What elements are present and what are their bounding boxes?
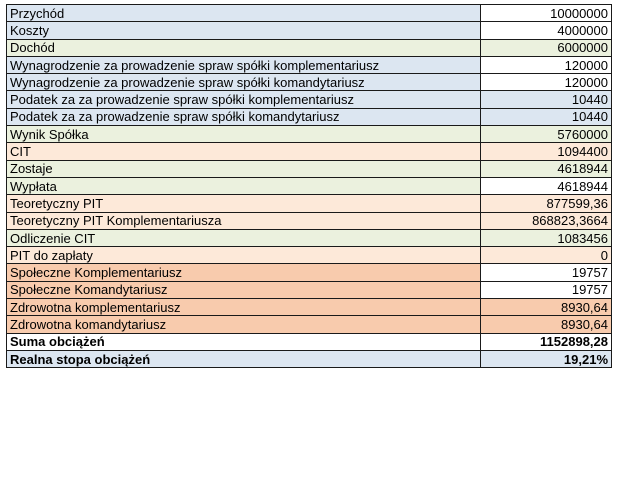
- row-value-cell[interactable]: 8930,64: [481, 316, 612, 333]
- row-label-cell[interactable]: Suma obciążeń: [7, 333, 481, 350]
- row-label-cell[interactable]: Zdrowotna komplementariusz: [7, 299, 481, 316]
- table-row: [7, 350, 612, 367]
- row-label-cell[interactable]: Dochód: [7, 39, 481, 56]
- row-label-cell[interactable]: Zdrowotna komandytariusz: [7, 316, 481, 333]
- table-row: [7, 229, 612, 246]
- row-value-cell[interactable]: 10440: [481, 91, 612, 108]
- table-row: [7, 177, 612, 194]
- row-label-cell[interactable]: PIT do zapłaty: [7, 247, 481, 264]
- row-label-cell[interactable]: Wynagrodzenie za prowadzenie spraw spółki komplementariusz: [7, 56, 481, 73]
- row-value-cell[interactable]: 1083456: [481, 229, 612, 246]
- table-row: [7, 195, 612, 212]
- row-label-cell[interactable]: CIT: [7, 143, 481, 160]
- row-value-cell[interactable]: 6000000: [481, 39, 612, 56]
- row-label-cell[interactable]: Podatek za za prowadzenie spraw spółki komandytariusz: [7, 108, 481, 125]
- row-label-cell[interactable]: Teoretyczny PIT Komplementariusza: [7, 212, 481, 229]
- table-row: [7, 91, 612, 108]
- row-value-cell[interactable]: 4618944: [481, 177, 612, 194]
- row-value-cell[interactable]: 19757: [481, 281, 612, 298]
- table-row: [7, 316, 612, 333]
- table-row: [7, 160, 612, 177]
- row-value-cell[interactable]: 10440: [481, 108, 612, 125]
- table-row: [7, 247, 612, 264]
- table-row: [7, 22, 612, 39]
- row-label-cell[interactable]: Wynagrodzenie za prowadzenie spraw spółki komandytariusz: [7, 74, 481, 91]
- table-row: [7, 5, 612, 22]
- row-label-cell[interactable]: Koszty: [7, 22, 481, 39]
- row-label-cell[interactable]: Odliczenie CIT: [7, 229, 481, 246]
- table-row: [7, 333, 612, 350]
- row-value-cell[interactable]: 19,21%: [481, 350, 612, 367]
- table-row: [7, 264, 612, 281]
- row-label-cell[interactable]: Społeczne Komplementariusz: [7, 264, 481, 281]
- row-value-cell[interactable]: 8930,64: [481, 299, 612, 316]
- tax-calculation-table: [6, 4, 612, 368]
- row-value-cell[interactable]: 1094400: [481, 143, 612, 160]
- table-row: [7, 299, 612, 316]
- row-label-cell[interactable]: Społeczne Komandytariusz: [7, 281, 481, 298]
- row-value-cell[interactable]: 19757: [481, 264, 612, 281]
- table-row: [7, 108, 612, 125]
- row-label-cell[interactable]: Podatek za za prowadzenie spraw spółki komplementariusz: [7, 91, 481, 108]
- table-row: [7, 56, 612, 73]
- row-value-cell[interactable]: 0: [481, 247, 612, 264]
- row-label-cell[interactable]: Realna stopa obciążeń: [7, 350, 481, 367]
- row-value-cell[interactable]: 4000000: [481, 22, 612, 39]
- row-value-cell[interactable]: 877599,36: [481, 195, 612, 212]
- table-row: [7, 126, 612, 143]
- row-value-cell[interactable]: 120000: [481, 56, 612, 73]
- table-row: [7, 39, 612, 56]
- table-row: [7, 212, 612, 229]
- row-value-cell[interactable]: 120000: [481, 74, 612, 91]
- row-value-cell[interactable]: 4618944: [481, 160, 612, 177]
- row-label-cell[interactable]: Zostaje: [7, 160, 481, 177]
- table-body: [7, 5, 612, 368]
- row-value-cell[interactable]: 10000000: [481, 5, 612, 22]
- row-label-cell[interactable]: Wypłata: [7, 177, 481, 194]
- row-value-cell[interactable]: 1152898,28: [481, 333, 612, 350]
- row-value-cell[interactable]: 868823,3664: [481, 212, 612, 229]
- table-row: [7, 281, 612, 298]
- row-label-cell[interactable]: Przychód: [7, 5, 481, 22]
- table-row: [7, 74, 612, 91]
- row-label-cell[interactable]: Teoretyczny PIT: [7, 195, 481, 212]
- row-value-cell[interactable]: 5760000: [481, 126, 612, 143]
- row-label-cell[interactable]: Wynik Spółka: [7, 126, 481, 143]
- table-row: [7, 143, 612, 160]
